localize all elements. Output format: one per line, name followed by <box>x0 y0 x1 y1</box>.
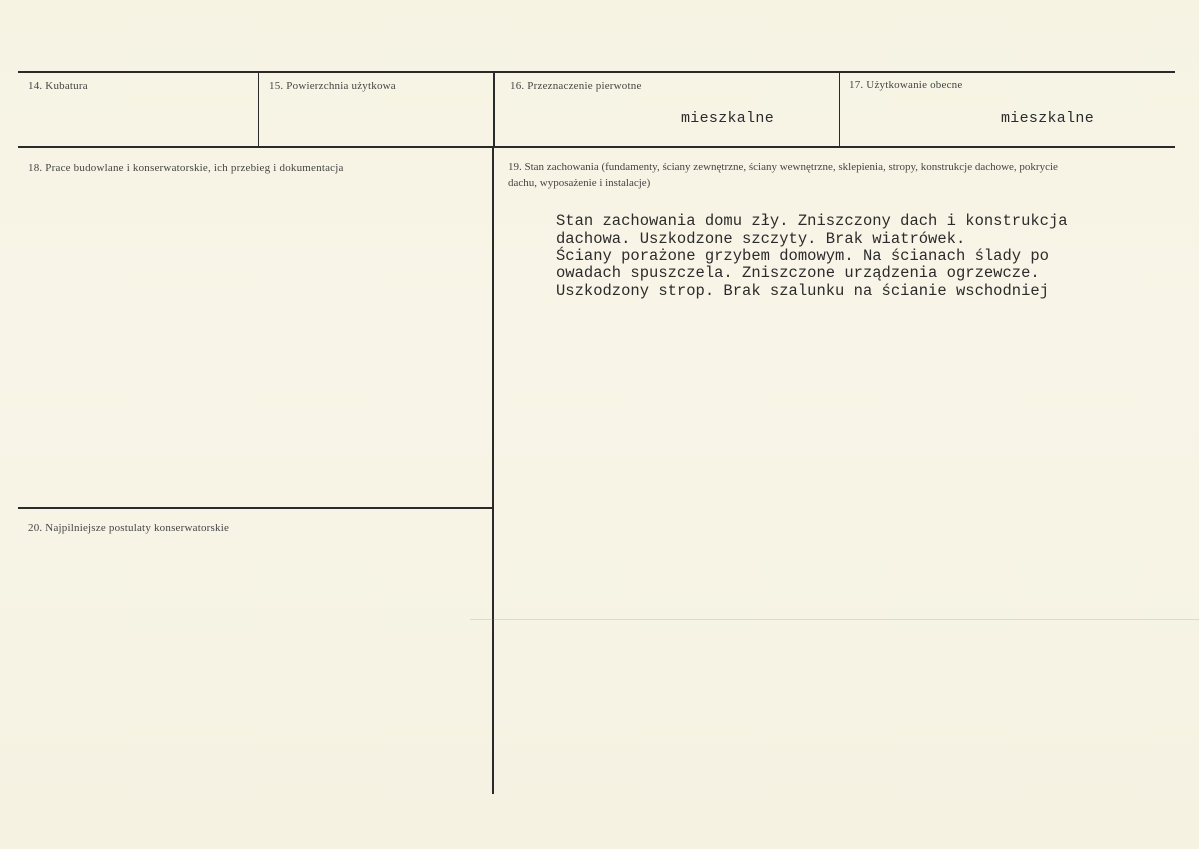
field-19-line: Uszkodzony strop. Brak szalunku na ścianie wschodniej <box>556 282 1049 300</box>
divider-16-17 <box>839 73 840 146</box>
field-17-value: mieszkalne <box>1001 110 1095 127</box>
field-18-label: 18. Prace budowlane i konserwatorskie, ich przebieg i dokumentacja <box>28 162 344 174</box>
field-19-label: 19. Stan zachowania (fundamenty, ściany zewnętrzne, ściany wewnętrzne, sklepienia, stropy, konstrukcje dachowe, pokrycie dachu, wyposażenie i instalacje) <box>508 161 1058 189</box>
field-20-label: 20. Najpilniejsze postulaty konserwatorskie <box>28 522 230 534</box>
top-rule <box>18 71 1175 73</box>
main-vertical-divider <box>492 148 494 794</box>
field-15-label: 15. Powierzchnia użytkowa <box>269 80 396 92</box>
field-19-line: owadach spuszczela. Zniszczone urządzenia ogrzewcze. <box>556 264 1040 282</box>
field-19-line: dachowa. Uszkodzone szczyty. Brak wiatrówek. <box>556 230 966 248</box>
row2-left-bottom-rule <box>18 507 492 509</box>
field-17-label: 17. Użytkowanie obecne <box>849 79 963 91</box>
divider-15-16 <box>493 73 495 146</box>
field-14-label: 14. Kubatura <box>28 80 88 92</box>
faint-line <box>470 619 1199 620</box>
field-19-line: Ściany porażone grzybem domowym. Na ścianach ślady po <box>556 247 1049 265</box>
field-16-label: 16. Przeznaczenie pierwotne <box>510 80 642 92</box>
divider-14-15 <box>258 73 259 146</box>
row1-bottom-rule <box>18 146 1175 148</box>
field-19-line: Stan zachowania domu zły. Zniszczony dach i konstrukcja <box>556 212 1068 230</box>
field-16-value: mieszkalne <box>681 110 775 127</box>
